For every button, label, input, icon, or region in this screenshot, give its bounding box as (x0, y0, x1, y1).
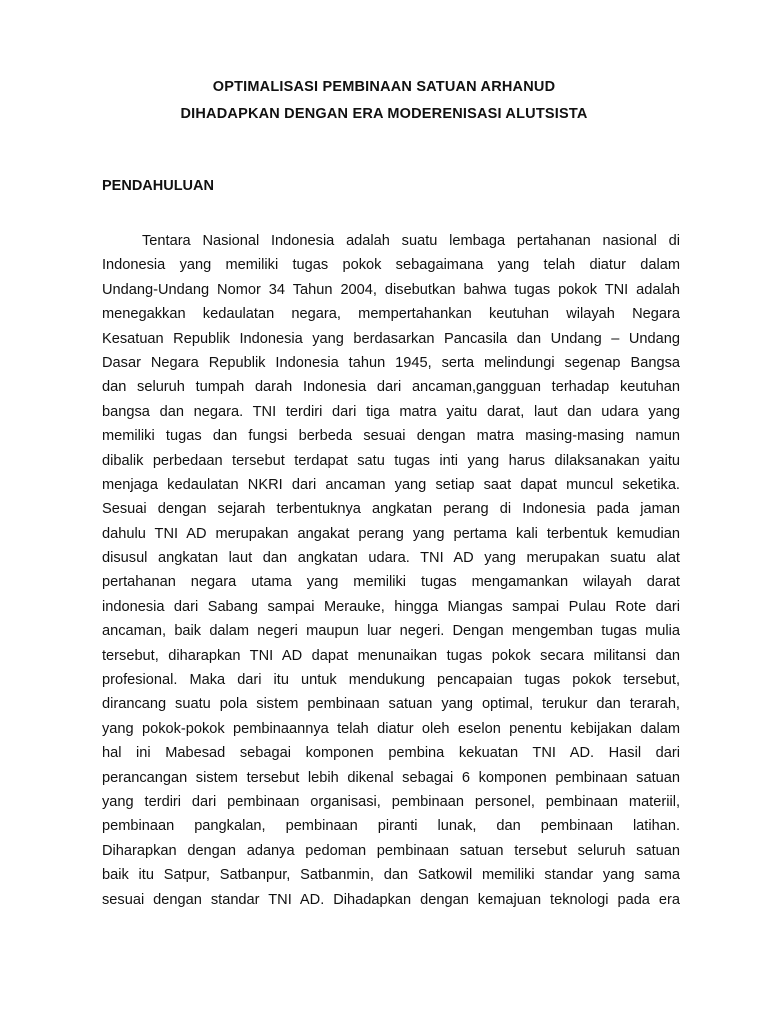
paragraph-line: Tentara Nasional Indonesia adalah suatu lembaga pertahanan nasional di (142, 233, 680, 249)
paragraph-line: dibalik perbedaan tersebut terdapat satu tugas inti yang harus dilaksanakan yaitu (102, 452, 680, 469)
paragraph-line: Diharapkan dengan adanya pedoman pembinaan satuan tersebut seluruh satuan (102, 842, 680, 859)
paragraph-line: hal ini Mabesad sebagai komponen pembina kekuatan TNI AD. Hasil dari (102, 745, 680, 762)
paragraph-line: sesuai dengan standar TNI AD. Dihadapkan dengan kemajuan teknologi pada era (102, 891, 680, 908)
paragraph-line: Indonesia yang memiliki tugas pokok sebagaimana yang telah diatur dalam (102, 257, 680, 274)
document-title-line-2: DIHADAPKAN DENGAN ERA MODERENISASI ALUTSISTA (180, 106, 588, 122)
paragraph-line: bangsa dan negara. TNI terdiri dari tiga matra yaitu darat, laut dan udara yang (102, 403, 680, 420)
paragraph-line: yang pokok-pokok pembinaannya telah diatur oleh eselon penentu kebijakan dalam (102, 720, 680, 737)
paragraph-line: Dasar Negara Republik Indonesia tahun 1945, serta melindungi segenap Bangsa (102, 354, 680, 371)
paragraph-line: menegakkan kedaulatan negara, mempertahankan keutuhan wilayah Negara (102, 306, 680, 323)
paragraph-line: tersebut, diharapkan TNI AD dapat menunaikan tugas pokok secara militansi dan (102, 647, 680, 664)
paragraph-line: pertahanan negara utama yang memiliki tugas mengamankan wilayah darat (102, 574, 680, 591)
paragraph-line: dahulu TNI AD merupakan angakat perang yang pertama kali terbentuk kemudian (102, 525, 680, 542)
paragraph-line: ancaman, baik dalam negeri maupun luar negeri. Dengan mengemban tugas mulia (102, 623, 680, 640)
paragraph-line: indonesia dari Sabang sampai Merauke, hingga Miangas sampai Pulau Rote dari (102, 598, 680, 615)
paragraph-line: pembinaan pangkalan, pembinaan piranti lunak, dan pembinaan latihan. (102, 818, 680, 835)
paragraph-line: baik itu Satpur, Satbanpur, Satbanmin, dan Satkowil memiliki standar yang sama (102, 867, 680, 884)
paragraph-line: Sesuai dengan sejarah terbentuknya angkatan perang di Indonesia pada jaman (102, 501, 680, 518)
section-heading: PENDAHULUAN (102, 178, 214, 194)
document-title-line-1: OPTIMALISASI PEMBINAAN SATUAN ARHANUD (212, 79, 556, 95)
paragraph-line: memiliki tugas dan fungsi berbeda sesuai dengan matra masing-masing namun (102, 428, 680, 445)
body-paragraph (102, 229, 680, 912)
paragraph-line: dan seluruh tumpah darah Indonesia dari ancaman,gangguan terhadap keutuhan (102, 379, 680, 396)
paragraph-line: Kesatuan Republik Indonesia yang berdasarkan Pancasila dan Undang – Undang (102, 330, 680, 347)
paragraph-line: perancangan sistem tersebut lebih dikenal sebagai 6 komponen pembinaan satuan (102, 769, 680, 786)
paragraph-line: yang terdiri dari pembinaan organisasi, pembinaan personel, pembinaan materiil, (102, 793, 680, 810)
paragraph-line: disusul angkatan laut dan angkatan udara. TNI AD yang merupakan suatu alat (102, 550, 680, 567)
paragraph-line: dirancang suatu pola sistem pembinaan satuan yang optimal, terukur dan terarah, (102, 696, 680, 713)
paragraph-line: menjaga kedaulatan NKRI dari ancaman yang setiap saat dapat muncul seketika. (102, 476, 680, 493)
paragraph-line: profesional. Maka dari itu untuk mendukung pencapaian tugas pokok tersebut, (102, 672, 680, 689)
paragraph-line: Undang-Undang Nomor 34 Tahun 2004, disebutkan bahwa tugas pokok TNI adalah (102, 281, 680, 298)
